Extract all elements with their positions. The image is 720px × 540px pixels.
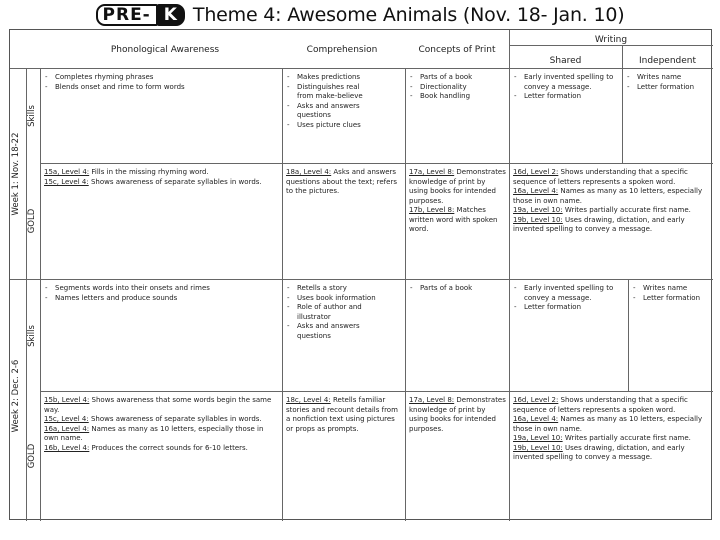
- w1-skills-concepts: [406, 71, 509, 163]
- list-item: - Writes name: [632, 284, 710, 294]
- divider-header: [10, 68, 713, 69]
- w2-gold-comprehension: [283, 394, 405, 521]
- list-item: - Names letters and produce sounds: [44, 294, 279, 304]
- list-item: - Retells a story: [286, 284, 376, 294]
- w2-skills-independent: [629, 282, 713, 391]
- gold-standard: 15a, Level 4: Fills in the missing rhyming word.: [44, 168, 209, 176]
- w2-skills-concepts: [406, 282, 509, 391]
- list-item: - Parts of a book: [409, 284, 506, 294]
- gold-standard: 16a, Level 4: Names as many as 10 letters, especially those in own name.: [513, 415, 703, 433]
- list-item: - Blends onset and rime to form words: [44, 83, 279, 93]
- w1-skills-shared: [510, 71, 622, 163]
- divider-w1-skills-gold: [40, 163, 713, 164]
- logo-k: K: [157, 4, 185, 26]
- gold-standard: 15c, Level 4: Shows awareness of separate syllables in words.: [44, 177, 262, 186]
- gold-standard: 19b, Level 10: Uses drawing, dictation, and early invented spelling to convey a message.: [513, 215, 685, 233]
- gold-standard: 16d, Level 2: Shows understanding that a specific sequence of letters represents a spoken word.: [513, 396, 688, 414]
- list-item: - Letter formation: [513, 92, 619, 102]
- list-item: - Role of author and illustrator: [286, 303, 376, 322]
- week2-label: Week 2: Dec. 2-6: [11, 359, 21, 433]
- col-header-independent: Independent: [638, 56, 697, 66]
- list-item: - Uses book information: [286, 294, 376, 304]
- list-item: - Letter formation: [626, 83, 710, 93]
- page-title: Theme 4: Awesome Animals (Nov. 18- Jan. 10): [192, 4, 625, 26]
- w2-gold-concepts: [406, 394, 509, 521]
- w1-skills-independent: [623, 71, 713, 163]
- col-header-concepts: Concepts of Print: [418, 45, 496, 55]
- w1-skills-phonological: [41, 71, 282, 163]
- col-header-writing: Writing: [594, 35, 628, 45]
- gold-standard: 18a, Level 4: Asks and answers questions about the text; refers to the pictures.: [286, 168, 397, 195]
- w2-gold-phonological: [41, 394, 282, 521]
- w2-gold-writing: [510, 394, 713, 521]
- gold-standard: 16d, Level 2: Shows understanding that a specific sequence of letters represents a spoken word.: [513, 168, 688, 186]
- gold-standard: 17b, Level 8: Matches written word with spoken word.: [409, 206, 498, 233]
- col-header-shared: Shared: [549, 56, 582, 66]
- gold-standard: 15c, Level 4: Shows awareness of separate syllables in words.: [44, 415, 262, 423]
- w1-gold-concepts: [406, 166, 509, 279]
- gold-standard: 19b, Level 10: Uses drawing, dictation, and early invented spelling to convey a message.: [513, 443, 685, 461]
- week1-gold-label: GOLD: [27, 208, 37, 234]
- divider-w2-skills-gold: [40, 391, 713, 392]
- week2-skills-label: Skills: [27, 325, 37, 347]
- pre-k-logo: [96, 4, 185, 26]
- page-header: [0, 2, 720, 28]
- list-item: - Early invented spelling to convey a message.: [513, 284, 625, 303]
- gold-standard: 17a, Level 8: Demonstrates knowledge of print by using books for intended purposes.: [409, 396, 506, 433]
- col-header-phonological: Phonological Awareness: [110, 45, 220, 55]
- list-item: - Asks and answers questions: [286, 322, 376, 341]
- list-item: - Segments words into their onsets and rimes: [44, 284, 279, 294]
- list-item: - Distinguishes real from make-believe: [286, 83, 370, 102]
- list-item: - Letter formation: [632, 294, 710, 304]
- list-item: - Book handling: [409, 92, 506, 102]
- w1-skills-comprehension: [283, 71, 373, 163]
- gold-standard: 18c, Level 4: Retells familiar stories and recount details from a nonfiction text using pictures or props as prompts.: [286, 396, 398, 433]
- list-item: - Letter formation: [513, 303, 625, 313]
- w2-skills-phonological: [41, 282, 282, 391]
- divider-writing-sub: [509, 45, 713, 46]
- col-header-comprehension: Comprehension: [306, 45, 378, 55]
- week1-skills-label: Skills: [27, 105, 37, 127]
- list-item: - Uses picture clues: [286, 121, 370, 131]
- gold-standard: 19a, Level 10: Writes partially accurate first name.: [513, 206, 691, 214]
- week2-gold-label: GOLD: [27, 443, 37, 469]
- gold-standard: 16a, Level 4: Names as many as 10 letters, especially those in own name.: [513, 187, 703, 205]
- logo-pre: PRE-: [96, 4, 158, 26]
- list-item: - Directionality: [409, 83, 506, 93]
- list-item: - Writes name: [626, 73, 710, 83]
- curriculum-table: [9, 29, 712, 520]
- gold-standard: 16a, Level 4: Names as many as 10 letters, especially those in own name.: [44, 424, 264, 442]
- week1-label: Week 1: Nov. 18-22: [11, 132, 21, 216]
- list-item: - Completes rhyming phrases: [44, 73, 279, 83]
- list-item: - Parts of a book: [409, 73, 506, 83]
- gold-standard: 16b, Level 4: Produces the correct sounds for 6-10 letters.: [44, 443, 248, 452]
- w1-gold-writing: [510, 166, 713, 279]
- w2-skills-comprehension: [283, 282, 379, 391]
- w1-gold-comprehension: [283, 166, 405, 279]
- list-item: - Makes predictions: [286, 73, 370, 83]
- list-item: - Early invented spelling to convey a message.: [513, 73, 619, 92]
- gold-standard: 19a, Level 10: Writes partially accurate first name.: [513, 434, 691, 442]
- gold-standard: 15b, Level 4: Shows awareness that some words begin the same way.: [44, 396, 272, 414]
- gold-standard: 17a, Level 8: Demonstrates knowledge of print by using books for intended purposes.: [409, 168, 506, 205]
- list-item: - Asks and answers questions: [286, 102, 370, 121]
- divider-week1-week2: [10, 279, 713, 280]
- w1-gold-phonological: [41, 166, 282, 279]
- w2-skills-shared: [510, 282, 628, 391]
